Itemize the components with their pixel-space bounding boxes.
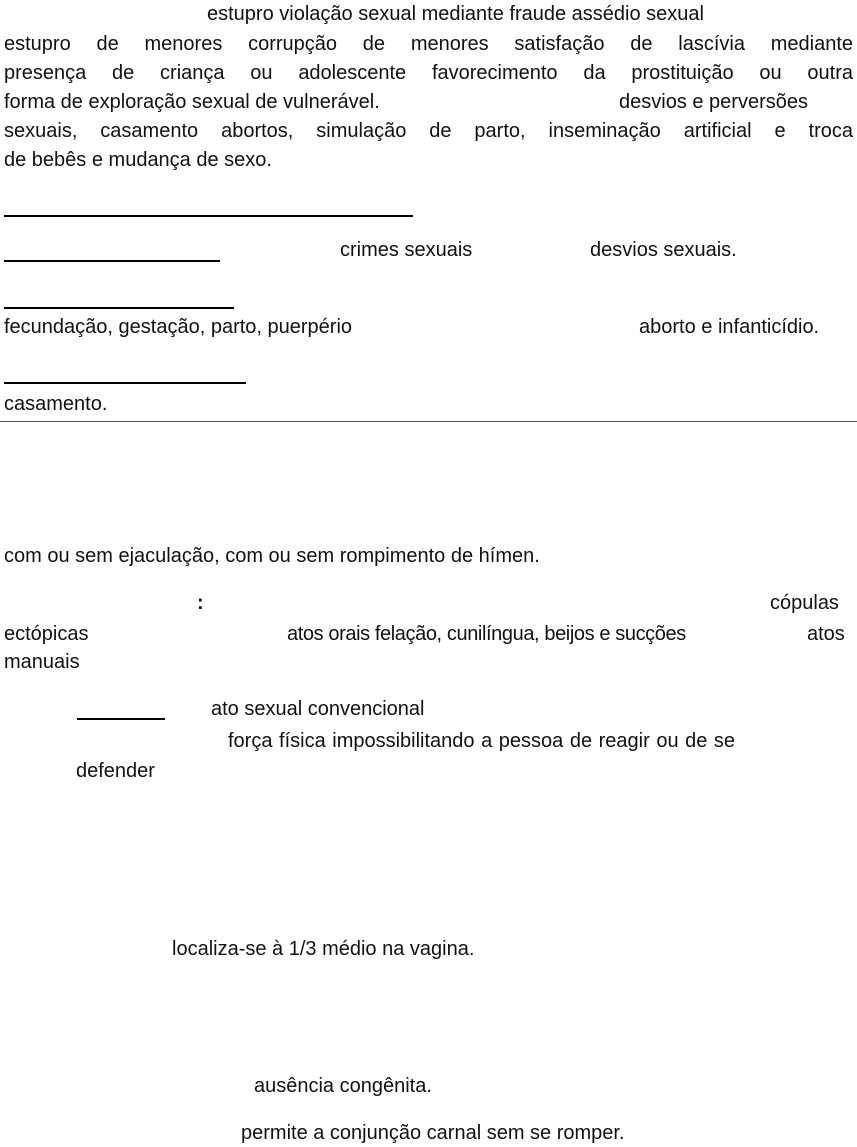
text-permite: permite a conjunção carnal sem se romper.	[241, 1122, 625, 1144]
text-ausencia: ausência congênita.	[254, 1075, 432, 1097]
underline-blank	[4, 215, 413, 217]
underline-blank	[77, 718, 165, 720]
underline-blank	[4, 307, 234, 309]
text-line-4b: desvios e perversões	[619, 91, 808, 113]
underline-blank	[4, 382, 246, 384]
text-line-6: de bebês e mudança de sexo.	[4, 149, 272, 171]
text-line-3: presença de criança ou adolescente favorecimento da prostituição ou outra	[4, 62, 853, 84]
text-ato-sexual-convencional: ato sexual convencional	[211, 698, 425, 720]
text-copulas: cópulas	[770, 592, 839, 614]
text-colon: :	[197, 592, 204, 614]
text-ejaculacao: com ou sem ejaculação, com ou sem rompimento de hímen.	[4, 545, 540, 567]
underline-blank	[4, 260, 220, 262]
text-atos: atos	[807, 623, 845, 645]
text-line-4a: forma de exploração sexual de vulnerável.	[4, 91, 380, 113]
topic-fecundacao: fecundação, gestação, parto, puerpério	[4, 316, 353, 338]
text-forca-fisica: força física impossibilitando a pessoa de reagir ou de se	[228, 730, 736, 752]
topic-desvios-sexuais: desvios sexuais.	[590, 239, 737, 261]
text-ectopicas: ectópicas	[4, 623, 89, 645]
topic-aborto: aborto e infanticídio.	[639, 316, 820, 338]
text-manuais: manuais	[4, 651, 80, 673]
text-defender: defender	[76, 760, 155, 782]
text-atos-orais: atos orais felação, cunilíngua, beijos e sucções	[287, 623, 686, 645]
topic-casamento: casamento.	[4, 393, 108, 415]
section-divider	[0, 421, 857, 422]
text-line-5: sexuais, casamento abortos, simulação de parto, inseminação artificial e troca	[4, 120, 853, 142]
text-line-1: estupro violação sexual mediante fraude assédio sexual	[207, 3, 704, 25]
text-line-2: estupro de menores corrupção de menores satisfação de lascívia mediante	[4, 33, 853, 55]
text-localiza: localiza-se à 1/3 médio na vagina.	[172, 938, 475, 960]
topic-crimes-sexuais: crimes sexuais	[340, 239, 473, 261]
